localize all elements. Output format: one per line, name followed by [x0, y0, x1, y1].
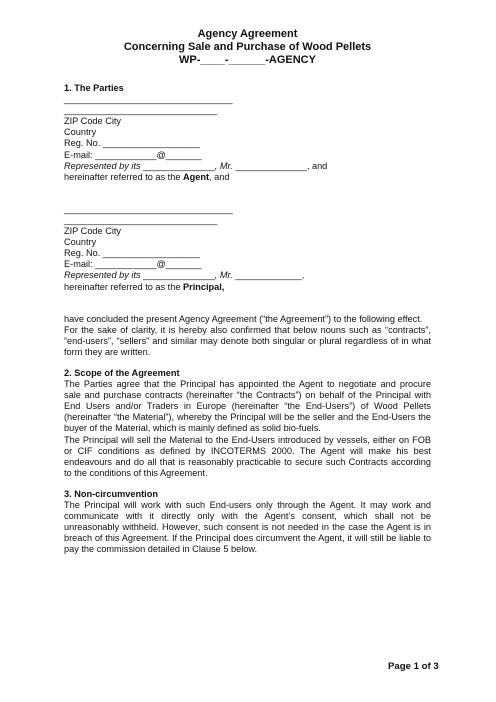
- agent-represented-suffix: , and: [306, 160, 328, 171]
- spacer: [64, 293, 431, 314]
- agent-referred-as: [64, 172, 431, 183]
- principal-referred-as: [64, 282, 431, 293]
- principal-country: Country: [64, 237, 97, 248]
- section-heading-parties: 1. The Parties: [64, 83, 124, 93]
- clarity-paragraph: For the sake of clarity, it is hereby also confirmed that below nouns such as “contracts”, “end-users”, “sellers” and similar may denote both singular or plural regardless of in what form they are written.: [64, 324, 431, 357]
- agent-zip-city: ZIP Code City: [64, 116, 122, 127]
- document-body: [64, 28, 431, 555]
- agent-country: Country: [64, 127, 97, 138]
- principal-referred-prefix: hereinafter referred to as the: [64, 281, 183, 292]
- principal-represented-mr: , Mr.: [214, 270, 236, 281]
- agent-block: [64, 94, 431, 183]
- principal-block: [64, 204, 431, 293]
- agent-referred-prefix: hereinafter referred to as the: [64, 171, 183, 182]
- scope-paragraph-2: The Principal will sell the Material to the End-Users introduced by vessels, either on FOB or CIF conditions as defined by INCOTERMS 2000. The Agent will make his best endeavours and do all that is reasonably practicable to secure such Contracts according to the conditions of this Agreement.: [64, 434, 431, 478]
- principal-name-blank: _________________________________: [64, 203, 233, 214]
- principal-email: E-mail: ____________@_______: [64, 259, 202, 270]
- noncircumvention-paragraph: The Principal will work with such End-users only through the Agent. It may work and communicate with it directly only with the Agent’s consent, which shall not be unreasonably withheld. However, such consent is not needed in the case the Agent is in breach of this Agreement. If the Principal does circumvent the Agent, it will still be liable to pay the commission detailed in Clause 5 below.: [64, 500, 431, 555]
- agent-email: E-mail: ____________@_______: [64, 149, 202, 160]
- principal-zip-city: ZIP Code City: [64, 226, 122, 237]
- principal-address-blank: ______________________________: [64, 214, 218, 225]
- scope-paragraph-1: The Parties agree that the Principal has appointed the Agent to negotiate and procure sale and purchase contracts (hereinafter “the Contracts”) on behalf of the Principal with End Users and/or Traders in Europe (hereinafter “the End-Users”) of Wood Pellets (hereinafter “the Material”), whereby the Principal will be the seller and the End-Users the buyer of the Material, which is mainly defined as solid bio-fuels.: [64, 379, 431, 434]
- principal-reg-no: Reg. No. ___________________: [64, 248, 200, 259]
- agent-represented-prefix: Represented by its: [64, 160, 144, 171]
- agent-represented: [64, 161, 431, 172]
- section-heading-noncircumvention: 3. Non-circumvention: [64, 488, 158, 499]
- document-title: Agency Agreement: [197, 28, 298, 40]
- section-heading-scope: 2. Scope of the Agreement: [64, 367, 180, 378]
- intro-paragraph: have concluded the present Agency Agreement (“the Agreement”) to the following effect.: [64, 313, 423, 324]
- principal-represented-prefix: Represented by its: [64, 270, 144, 281]
- spacer: [64, 183, 431, 204]
- agent-reg-no: Reg. No. ___________________: [64, 138, 200, 149]
- principal-represented-title-blank: ______________: [143, 270, 215, 281]
- page-number: Page 1 of 3: [388, 661, 439, 672]
- agent-address-blank: ______________________________: [64, 105, 218, 116]
- principal-represented-suffix: ,: [301, 270, 305, 281]
- agent-represented-mr: , Mr.: [214, 160, 236, 171]
- document-reference: WP-____-______-AGENCY: [179, 54, 316, 66]
- agent-referred-suffix: , and: [209, 171, 230, 182]
- agent-role: Agent: [183, 171, 210, 182]
- document-subtitle: Concerning Sale and Purchase of Wood Pellets: [123, 41, 372, 53]
- agent-represented-name-blank: ______________: [235, 160, 307, 171]
- agent-represented-title-blank: ______________: [143, 160, 215, 171]
- principal-represented: [64, 270, 431, 281]
- agent-name-blank: _________________________________: [64, 94, 233, 105]
- principal-role: Principal,: [183, 281, 225, 292]
- principal-represented-name-blank: _____________: [235, 270, 302, 281]
